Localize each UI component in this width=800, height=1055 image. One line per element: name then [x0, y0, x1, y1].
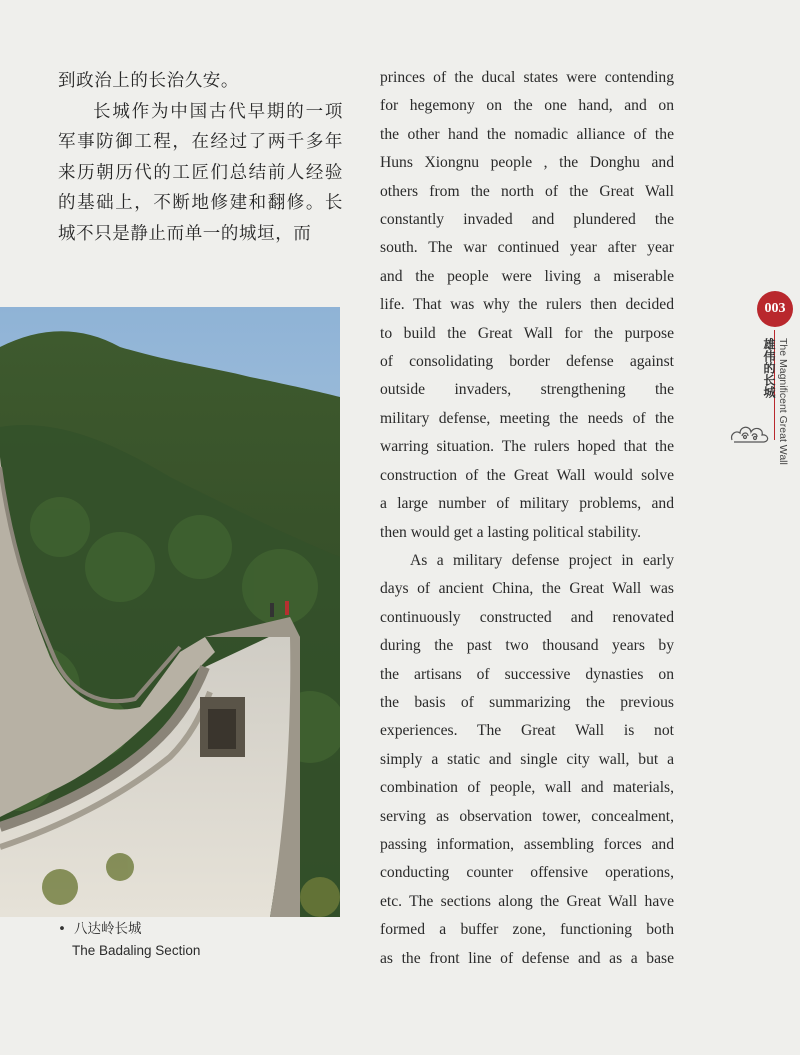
english-line: then would get a lasting political stability.	[380, 523, 642, 541]
english-line: serving as observation tower, concealment,	[380, 807, 674, 825]
english-line: As a military defense project in early	[410, 551, 674, 569]
english-line: etc. The sections along the Great Wall have	[380, 892, 674, 910]
english-line: the artisans of successive dynasties on	[380, 665, 674, 683]
english-line: a large number of military problems, and	[380, 495, 674, 513]
english-line: experiences. The Great Wall is not	[380, 722, 674, 740]
english-line: as the front line of defense and as a base	[380, 949, 674, 967]
caption-bullet: •	[58, 921, 66, 937]
chinese-paragraph-1: 到政治上的长治久安。	[58, 71, 239, 91]
chinese-paragraph-2: 长城作为中国古代早期的一项军事防御工程，在经过了两千多年来历朝历代的工匠们总结前人经验的基础上，不断地修建和翻修。长城不只是静止而单一的城垣，而	[58, 101, 343, 244]
caption-chinese-line	[58, 919, 318, 940]
english-line: and the people were living a miserable	[380, 267, 674, 285]
great-wall-photo-illustration	[0, 307, 340, 917]
english-line: passing information, assembling forces and	[380, 835, 674, 853]
english-line: formed a buffer zone, functioning both	[380, 921, 674, 939]
caption-english: The Badaling Section	[72, 943, 201, 958]
english-line: others from the north of the Great Wall	[380, 182, 674, 200]
english-line: during the past two thousand years by	[380, 637, 674, 655]
english-line: military defense, meeting the needs of the	[380, 409, 674, 427]
english-line: outside invaders, strengthening the	[380, 381, 674, 399]
page-number-badge: 003	[757, 291, 793, 327]
english-line: constantly invaded and plundered the	[380, 211, 674, 229]
english-line: the other hand the nomadic alliance of the	[380, 125, 674, 143]
chinese-text-column	[58, 66, 343, 249]
english-line: south. The war continued year after year	[380, 239, 674, 257]
english-line: construction of the Great Wall would solve	[380, 466, 674, 484]
english-line: princes of the ducal states were contending	[380, 69, 674, 86]
english-line: simply a static and single city wall, but a	[380, 750, 674, 768]
english-line: Huns Xiongnu people , the Donghu and	[380, 154, 674, 172]
english-line: of consolidating border defense against	[380, 353, 674, 371]
english-text-column	[380, 64, 674, 973]
english-line: to build the Great Wall for the purpose	[380, 324, 674, 342]
english-line: days of ancient China, the Great Wall was	[380, 580, 674, 598]
chapter-title-chinese: 雄伟的长城	[762, 338, 776, 398]
english-line: warring situation. The rulers hoped that the	[380, 438, 674, 456]
chapter-title-english: The Magnificent Great Wall	[777, 338, 789, 465]
english-line: the basis of summarizing the previous	[380, 693, 674, 711]
english-line: for hegemony on the one hand, and on	[380, 97, 674, 115]
english-line: conducting counter offensive operations,	[380, 864, 674, 882]
cloud-ornament-icon	[728, 420, 772, 446]
english-line: life. That was why the rulers then decided	[380, 296, 674, 314]
photo-caption	[58, 919, 318, 961]
great-wall-photo	[0, 307, 340, 917]
english-line: combination of people, wall and materials,	[380, 779, 674, 797]
caption-chinese: 八达岭长城	[73, 921, 142, 937]
english-line: continuously constructed and renovated	[380, 608, 674, 626]
